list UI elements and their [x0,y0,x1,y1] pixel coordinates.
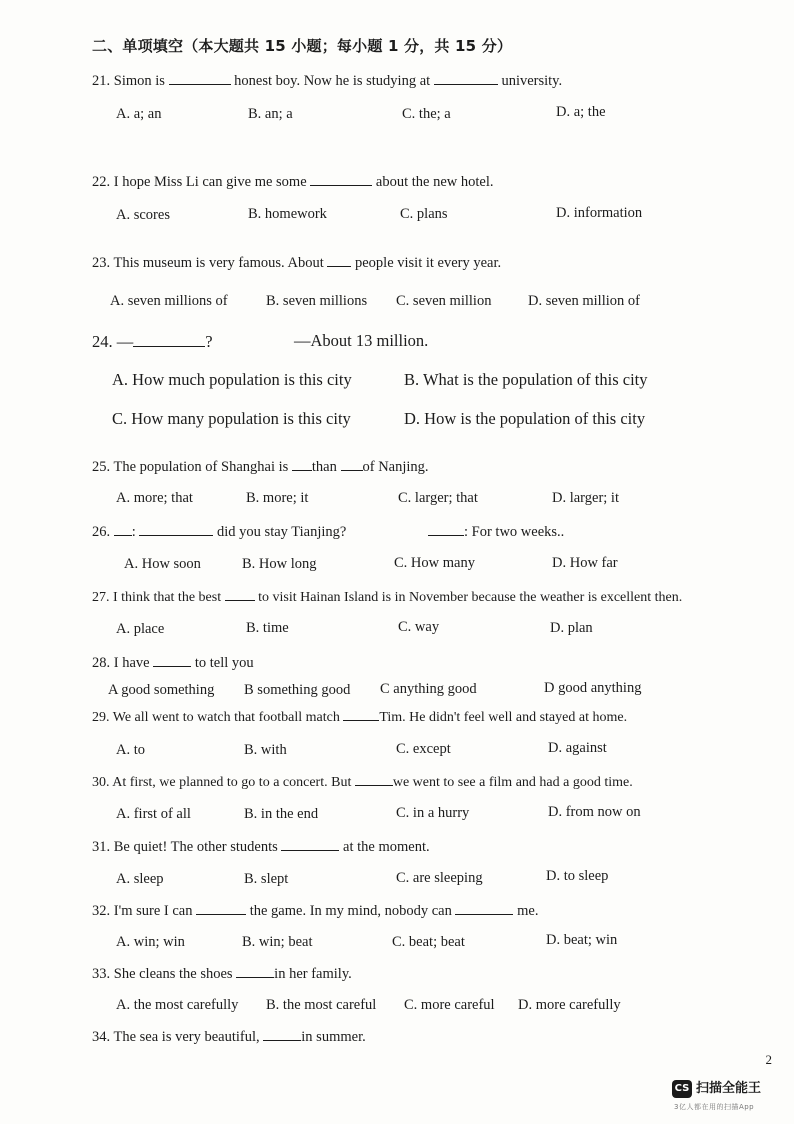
option-31-c: C. are sleeping [396,870,483,886]
option-31-d: D. to sleep [546,868,609,884]
option-30-c: C. in a hurry [396,805,470,821]
option-30-a: A. first of all [116,806,191,822]
option-24-c: C. How many population is this city [112,409,351,428]
question-31: 31. Be quiet! The other students at the moment. [92,839,430,855]
option-21-b: B. an; a [248,106,293,122]
option-33-d: D. more carefully [518,997,621,1013]
question-27: 27. I think that the best to visit Hainan Island is in November because the weather is excellent then. [92,587,682,607]
option-22-c: C. plans [400,206,448,222]
section-title: 二、单项填空（本大题共 15 小题；每小题 1 分，共 15 分） [92,37,513,55]
option-22-d: D. information [556,205,643,221]
question-33: 33. She cleans the shoes in her family. [92,966,352,982]
option-25-b: B. more; it [246,490,309,506]
option-25-c: C. larger; that [398,490,478,506]
option-33-a: A. the most carefully [116,997,239,1013]
option-30-b: B. in the end [244,806,319,822]
option-26-d: D. How far [552,555,618,571]
option-22-a: A. scores [116,207,170,223]
question-29: 29. We all went to watch that football match Tim. He didn't feel well and stayed at home. [92,707,627,727]
option-27-d: D. plan [550,620,593,636]
question-34: 34. The sea is very beautiful, in summer. [92,1029,366,1045]
option-24-b: B. What is the population of this city [404,370,648,389]
option-28-d: D good anything [544,680,642,696]
option-33-b: B. the most careful [266,997,377,1013]
option-28-b: B something good [244,682,351,698]
option-26-a: A. How soon [124,556,201,572]
option-23-c: C. seven million [396,293,492,309]
option-28-a: A good something [108,682,215,698]
camscanner-logo-icon: CS [672,1080,692,1098]
question-25: 25. The population of Shanghai is than of Nanjing. [92,459,429,475]
option-27-b: B. time [246,620,289,636]
option-32-d: D. beat; win [546,932,618,948]
option-27-a: A. place [116,621,165,637]
question-22: 22. I hope Miss Li can give me some about the new hotel. [92,174,494,190]
scanner-app-name: 扫描全能王 [696,1081,762,1096]
option-23-a: A. seven millions of [110,293,228,309]
option-22-b: B. homework [248,206,327,222]
option-25-d: D. larger; it [552,490,619,506]
option-30-d: D. from now on [548,804,641,820]
option-27-c: C. way [398,619,440,635]
option-29-b: B. with [244,742,287,758]
option-32-b: B. win; beat [242,934,313,950]
option-23-d: D. seven million of [528,293,640,309]
option-29-d: D. against [548,740,607,756]
option-23-b: B. seven millions [266,293,368,309]
page-number: 2 [765,1052,772,1067]
option-24-a: A. How much population is this city [112,370,352,389]
option-32-a: A. win; win [116,934,185,950]
question-23: 23. This museum is very famous. About people visit it every year. [92,255,502,271]
option-33-c: C. more careful [404,997,495,1013]
question-21: 21. Simon is honest boy. Now he is studying at university. [92,73,563,89]
scanner-app-tagline: 3亿人都在用的扫描App [674,1103,755,1111]
question-26-answer: : For two weeks.. [428,522,564,541]
question-28: 28. I have to tell you [92,655,254,671]
option-31-b: B. slept [244,871,289,887]
option-29-a: A. to [116,742,145,758]
option-24-d: D. How is the population of this city [404,409,646,428]
option-26-b: B. How long [242,556,317,572]
option-21-d: D. a; the [556,104,606,120]
option-21-c: C. the; a [402,106,451,122]
option-21-a: A. a; an [116,106,162,122]
question-24: 24. — ? [92,332,213,351]
question-30: 30. At first, we planned to go to a concert. But we went to see a film and had a good time. [92,772,633,792]
option-26-c: C. How many [394,555,475,571]
option-25-a: A. more; that [116,490,193,506]
question-26: 26. : did you stay Tianjing? [92,524,347,540]
scanner-watermark [672,1080,780,1114]
question-32: 32. I'm sure I can the game. In my mind, nobody can me. [92,903,539,919]
option-32-c: C. beat; beat [392,934,465,950]
option-31-a: A. sleep [116,871,164,887]
option-28-c: C anything good [380,681,477,697]
option-29-c: C. except [396,741,451,757]
question-24-answer: —About 13 million. [294,331,429,350]
